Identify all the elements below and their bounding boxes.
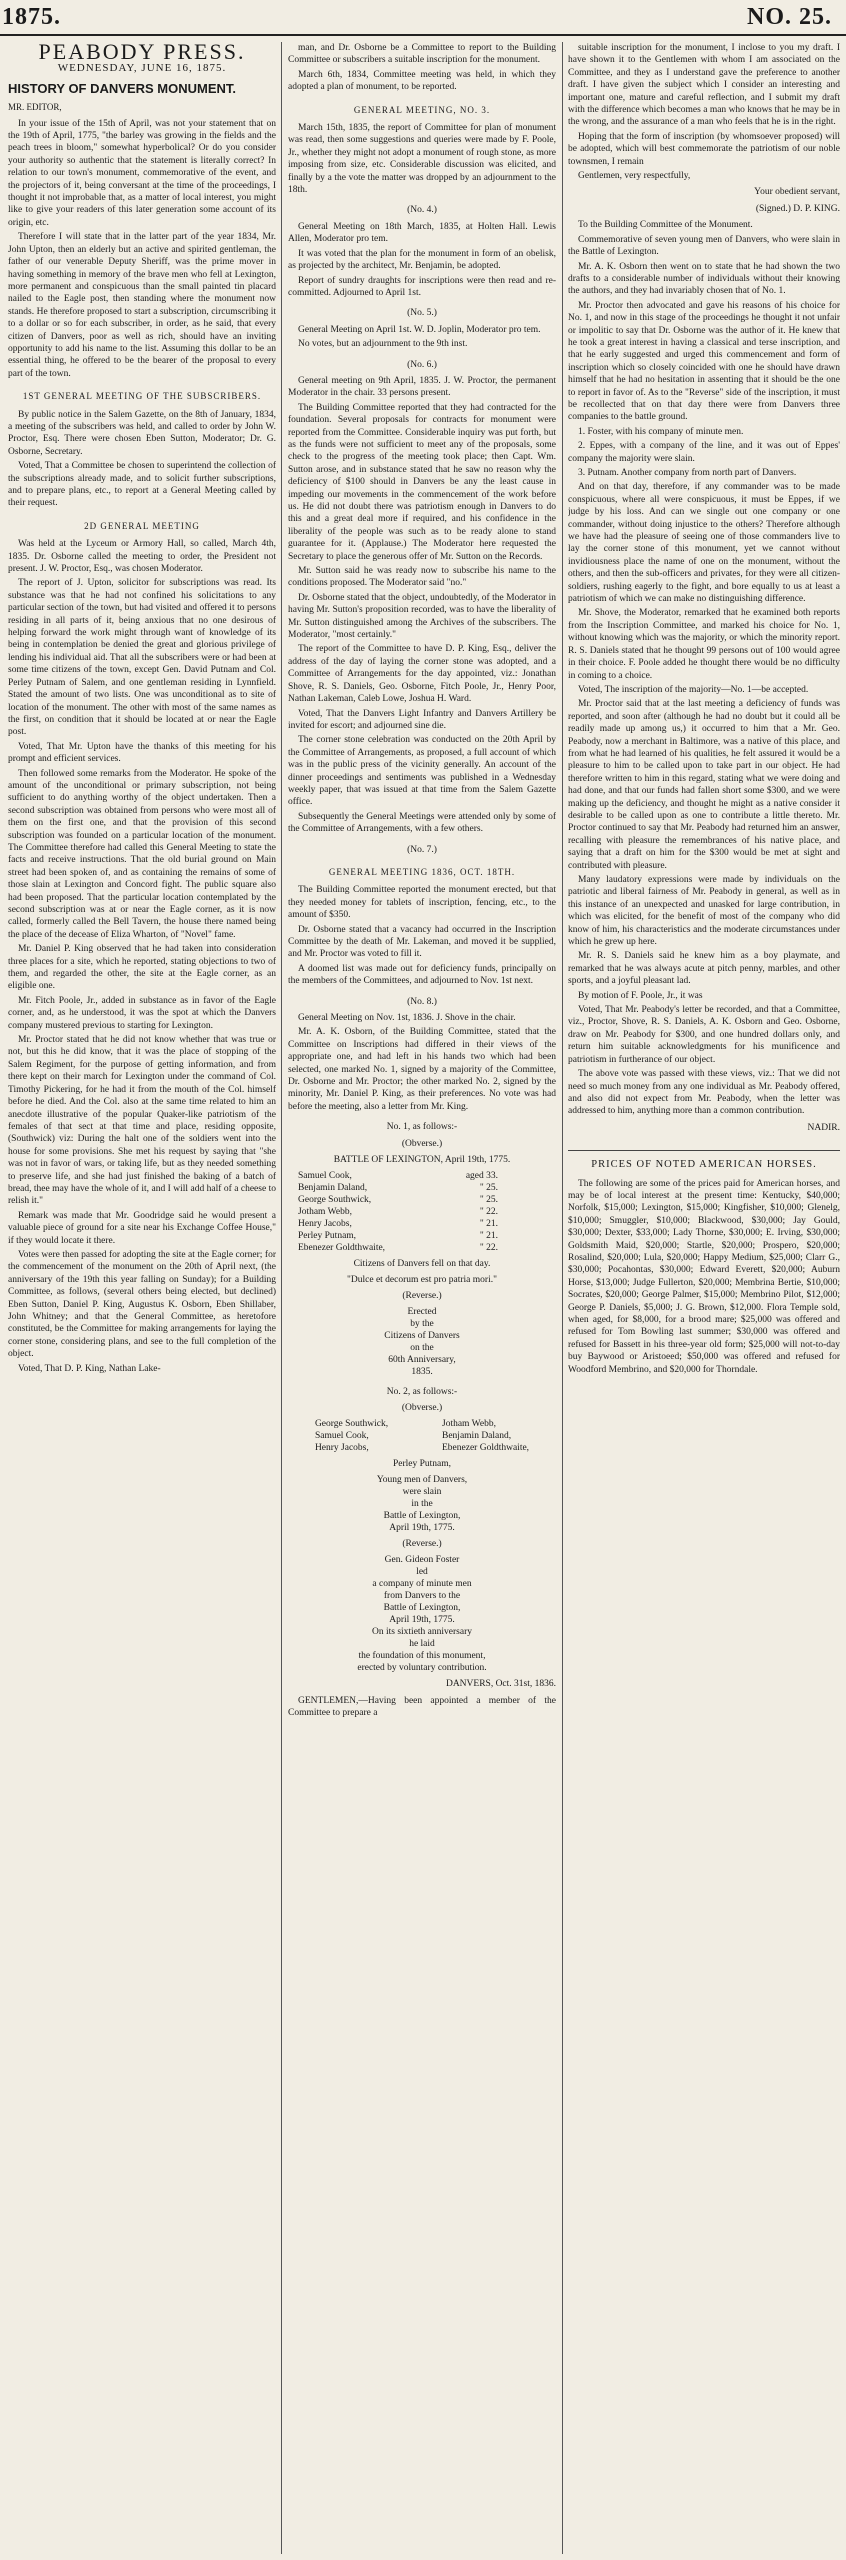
paragraph: Mr. Sutton said he was ready now to subscribe his name to the conditions proposed. The Moderator said "no.": [288, 566, 556, 589]
roll-age: " 21.: [479, 1218, 498, 1229]
paragraph: Mr. R. S. Daniels said he knew him as a boy playmate, and remarked that he was always acute at pitch penny, marbles, and other sports, and a joyful pleasant lad.: [568, 951, 840, 987]
paragraph: Mr. Proctor then advocated and gave his reasons of his choice for No. 1, and now in this stage of the proceedings he thought it not unfair or impolitic to say that Dr. Osborne was the author of it. He knew that he took a great interest in having a classical and terse inscription, and that he early suggested and urged this commencement and form of inscription which so closely coincided with one he should have drawn himself that he had no hesitation in assenting that it should be the one to report in favor of. As to the "Reverse" side of the inscription, it must be recollected that on that day there were from Danvers three companies to the battle ground.: [568, 300, 840, 423]
paragraph: Dr. Osborne stated that the object, undoubtedly, of the Moderator in having Mr. Sutton's proposition recorded, was to have the liberality of Mr. Sutton distinguished among the Archives of the subscribers. The Moderator, "most certainly.": [288, 592, 556, 641]
section-number: (No. 8.): [407, 996, 437, 1007]
paragraph: Dr. Osborne stated that a vacancy had occurred in the Inscription Committee by the death of Mr. Lakeman, and moved it be supplied, and Mr. Proctor was voted to fill it.: [288, 924, 556, 960]
paragraph: Voted, That Mr. Upton have the thanks of this meeting for his prompt and efficient services.: [8, 741, 276, 765]
paragraph: Then followed some remarks from the Moderator. He spoke of the amount of the unconditional or primary subscription, not being sufficient to do anything worthy of the object undertaken. Then a second subscription was obtained from persons who were most all of them on the first one, and that the provision of this second subscription was founded on a particular location of the monument. The Committee therefore had called this General Meeting to state the facts and receive instructions. That the old burial ground on Main street had been spoken of, and as containing the remains of some of those slain at Lexington and Concord fight. The public square also had been proposed. That the particular location contemplated by the second subscription was at or near the Eagle corner, as it is now called, formerly called the Bell Tavern, the house there named being the place of the decease of Eliza Wharton, of "Novel" fame.: [8, 768, 276, 940]
paragraph: 2. Eppes, with a company of the line, and it was out of Eppes' company the majority were slain.: [568, 441, 840, 464]
roll-name: Jotham Webb,: [298, 1206, 352, 1217]
inscription-line: in the: [411, 1499, 433, 1510]
letter-closing: Your obedient servant,: [754, 187, 840, 198]
roll-age: " 22.: [479, 1242, 498, 1253]
roll-entry: [298, 1230, 498, 1242]
roll-age: " 25.: [479, 1194, 498, 1205]
inscription-side: (Obverse.): [401, 1138, 443, 1149]
inscription-side: (Reverse.): [402, 1290, 442, 1301]
paragraph: The above vote was passed with these views, viz.: That we did not need so much money from any one individual as Mr. Peabody offered, and also did not expect from Mr. Peabody, when the letter was addressed to him, anything more than a common contribution.: [568, 1069, 840, 1117]
paragraph: Mr. Daniel P. King observed that he had taken into consideration three places for a site, which he reported, stating objections to two of them, and regarded the other, the site at the Eagle corner, as an eligible one.: [8, 944, 276, 992]
paragraph: It was voted that the plan for the monument in form of an obelisk, as projected by the architect, Mr. Benjamin, be adopted.: [288, 248, 556, 272]
article-body: [568, 219, 840, 1117]
roll-entry: [298, 1218, 498, 1230]
inscription-line: April 19th, 1775.: [389, 1523, 455, 1534]
inscription-citizens: Citizens of Danvers fell on that day.: [353, 1258, 491, 1269]
article-body: [8, 409, 276, 510]
inscription-line: April 19th, 1775.: [389, 1615, 455, 1626]
inscription-roll: [298, 1170, 556, 1254]
paragraph: To the Building Committee of the Monument.: [578, 220, 753, 231]
section-heading: 1ST GENERAL MEETING OF THE SUBSCRIBERS.: [22, 391, 262, 402]
paragraph: The report of the Committee to have D. P. King, Esq., deliver the address of the day of laying the corner stone was adopted, and a Committee of Arrangements for the day appointed, viz.: Jonathan Shove, R. S. Daniels, Geo. Osborne, Fitch Poole, Jr., Henry Poor, Nathan Lakeman, Caleb Lowe, Joshua H. Ward.: [288, 644, 556, 705]
inscription-name-center: Perley Putnam,: [392, 1459, 452, 1470]
inscription-line: Jotham Webb,: [442, 1419, 496, 1430]
article-body: [568, 42, 840, 182]
inscription-line: Erected: [407, 1306, 437, 1317]
inscription-names: [288, 1418, 556, 1454]
roll-name: Henry Jacobs,: [298, 1218, 352, 1229]
inscription-line: 1835.: [411, 1366, 433, 1377]
paragraph: Votes were then passed for adopting the site at the Eagle corner; for the commencement of the monument on the 20th of April next, (the anniversary of the 19th this year falling on Sunday); for a Building Committee, as follows, (several others being elected, but declined) Eben Sutton, Daniel P. King, Augustus K. Osborn, Eben Shillaber, John Whitney; and that the General Committee, as heretofore constituted, be the Committee for making arrangements for laying the corner stone, considering plans, and see to the full completion of the object.: [8, 1249, 276, 1360]
roll-name: Ebenezer Goldthwaite,: [298, 1242, 386, 1253]
inscription-battle: BATTLE OF LEXINGTON, April 19th, 1775.: [333, 1154, 511, 1165]
inscription-line: Gen. Gideon Foster: [384, 1555, 460, 1566]
roll-name: Perley Putnam,: [298, 1230, 357, 1241]
paragraph: 3. Putnam. Another company from north part of Danvers.: [578, 468, 797, 478]
names-left: [315, 1418, 388, 1454]
roll-name: Samuel Cook,: [298, 1170, 352, 1181]
paragraph: Report of sundry draughts for inscriptions were then read and re-committed. Adjourned to April 1st.: [288, 275, 556, 298]
column-2: [288, 42, 556, 2554]
inscription-motto: "Dulce et decorum est pro patria mori.": [347, 1274, 497, 1285]
paragraph: Gentlemen, very respectfully,: [578, 171, 691, 182]
paragraph: Mr. A. K. Osborn then went on to state that he had shown the two drafts to a considerable number of individuals without their knowing the authors, and they had invariably chosen that of No. 1.: [568, 261, 840, 297]
roll-age: " 22.: [479, 1206, 498, 1217]
paragraph: A doomed list was made out for deficiency funds, principally on the members of the Committees, and adjourned to Nov. 1st next.: [288, 963, 556, 987]
roll-entry: [298, 1182, 498, 1194]
paragraph: The corner stone celebration was conducted on the 20th April by the Committee of Arrangements, as proposed, a full account of which was in the public press of the vicinity generally. An account of the dinner proceedings and sentiments was published in a Wednesday weekly paper, that was issued at that time from the Salem Gazette office.: [288, 735, 556, 808]
article-body: [8, 118, 276, 381]
inscription-line: Young men of Danvers,: [376, 1475, 468, 1486]
column-1: [8, 42, 276, 2554]
letter-signature: (Signed.) D. P. KING.: [755, 203, 840, 214]
inscription-reverse: [288, 1554, 556, 1674]
paragraph: In your issue of the 15th of April, was not your statement that on the 19th of April, 1775, "the barley was growing in the fields and the peach trees in bloom," somewhat hyperbolical? Or do you consider your authority so authentic that the statement is literally correct? In relation to our town's monument, commemorative of the event, and the projectors of it, being conversant at the time of the proceedings, I thought it not improbable that, as a matter of local interest, you might like to give your readers of this later generation some account of its origin, etc.: [8, 118, 276, 228]
article-body: [288, 122, 556, 196]
paragraph: General meeting on 9th April, 1835. J. W. Proctor, the permanent Moderator in the chair. 33 persons present.: [288, 375, 556, 399]
letter-opening: GENTLEMEN,—Having been appointed a member of the Committee to prepare a: [288, 1695, 556, 1718]
paragraph: Was held at the Lyceum or Armory Hall, so called, March 4th, 1835. Dr. Osborne called the meeting to order, the President not present. J. W. Proctor, Esq., was chosen Moderator.: [8, 539, 276, 575]
paragraph: Mr. Proctor said that at the last meeting a deficiency of funds was reported, and soon after (although he had no doubt but it could all be readily made up among us,) it occurred to him that a Mr. Geo. Peabody, now a merchant in Baltimore, was a native of this place, and from what he had learned of his qualities, he felt assured it would be a pleasure to him to be called upon to take part in our object. He had therefore written to him in this regard, stating what we were doing and had done, and that our funds had fallen short some $300, and we were making up the deficiency, and thought he might as a native consider it desirable to be called upon as one to contribute a little thereto. Mr. Proctor continued to say that Mr. Peabody had returned him an answer, recalling with pleasure the remembrances of his native place, and saying that a draft on him for the $300 would be met at sight and contributed with pleasure.: [568, 699, 840, 871]
inscription-line: led: [416, 1567, 428, 1578]
paragraph: Many laudatory expressions were made by individuals on the patriotic and liberal fairness of Mr. Peabody in general, as well as in this instance of an unexpected and unasked for large contribution, in which was elicited, for the benefit of most of the company who did know of him, his characteristics and the moderate circumstances under which he grew up here.: [568, 875, 840, 948]
paper-dateline: WEDNESDAY, JUNE 16, 1875.: [57, 62, 227, 75]
masthead: [0, 0, 846, 36]
paragraph: 1. Foster, with his company of minute men.: [578, 426, 744, 437]
paragraph: Remark was made that Mr. Goodridge said he would present a valuable piece of ground for a site near his Exchange Coffee House," if they would locate it there.: [8, 1210, 276, 1246]
paragraph: General Meeting on Nov. 1st, 1836. J. Shove in the chair.: [298, 1013, 516, 1024]
roll-age: " 25.: [479, 1182, 498, 1193]
roll-entry: [298, 1242, 498, 1254]
paragraph: man, and Dr. Osborne be a Committee to report to the Building Committee or subscribers a suitable inscription for the monument.: [288, 43, 556, 66]
names-right: [442, 1418, 529, 1454]
salutation: MR. EDITOR,: [8, 102, 62, 113]
roll-entry: [298, 1206, 498, 1218]
section-number: (No. 4.): [407, 205, 437, 216]
paragraph: March 15th, 1835, the report of Committee for plan of monument was read, then some suggestions and queries were made by F. Poole, Jr., whether they might not adopt a monument of rough stone, as more imposing from size, etc. Considerable discussion was elicited, and finally by a the vote the matter was dropped by an adjournment to the 18th.: [288, 123, 556, 196]
inscription-line: Ebenezer Goldthwaite,: [442, 1443, 530, 1454]
paragraph: Hoping that the form of inscription (by whomsoever proposed) will be adopted, which will best commemorate the patriotism of our noble townsmen, I remain: [568, 131, 840, 167]
article-body: [288, 1012, 556, 1113]
inscription-label: No. 2, as follows:-: [386, 1386, 458, 1397]
paragraph: General Meeting on 18th March, 1835, at Holten Hall. Lewis Allen, Moderator pro tem.: [288, 221, 556, 245]
inscription-line: Battle of Lexington,: [383, 1603, 461, 1614]
paragraph: March 6th, 1834, Committee meeting was held, in which they adopted a plan of monument, to be reported.: [288, 69, 556, 93]
prices-body: The following are some of the prices paid for American horses, and may be of local interest at the present time: Kentucky, $40,000; Norfolk, $15,000; Lexington, $15,000; Kingfisher, $10,000; Glenelg, $10,000; Smuggler, $10,000; Blackwood, $30,000; Jay Gould, $30,000; Dexter, $33,000; Lady Thorne, $30,000; E. Irving, $30,000; Goldsmith Maid, $20,000; Startle, $20,000; Prospero, $20,000; Rosalind, $20,000; Lula, $20,000; Happy Medium, $25,000; Clarr G., $30,000; Pocahontas, $30,000; Edward Everett, $20,000; Auburn Horse, $13,000; Judge Fullerton, $20,000; Membrina Bertie, $10,000; Socrates, $20,000; George Palmer, $15,000; Membrino Pilot, $12,000; George P. Daniels, $5,000; J. G. Brown, $12,000. Flora Temple sold, when aged, for $8,000, for a brood mare; $25,000 was offered and refused for Tom Bowling last summer; $30,000 was offered and refused for Bassett in his three-year old form; $25,000 will not-to-day buy Baywood or Aristoeed; $50,000 was offered and refused for Woodford Membrino, and $20,000 for Thorndale.: [568, 1178, 840, 1375]
article-body: [288, 324, 556, 351]
paragraph: Mr. A. K. Osborn, of the Building Committee, stated that the Committee on Inscriptions had differed in their views of the appropriate one, and had left in his hands two which had been selected, one marked No. 1, signed by a majority of the Committee, Dr. Osborne and Mr. Proctor; the other marked No. 2, signed by the minority, Mr. Daniel P. King, as their preferences. No vote was had before the meeting, also a letter from Mr. King.: [288, 1027, 556, 1112]
inscription-line: Samuel Cook,: [314, 1431, 369, 1442]
inscription-line: on the: [410, 1342, 434, 1353]
paragraph: General Meeting on April 1st. W. D. Joplin, Moderator pro tem.: [298, 324, 541, 335]
paragraph: The Building Committee reported the monument erected, but that they needed money for tablets of inscription, fencing, etc., to the amount of $350.: [288, 885, 556, 921]
column-3: [568, 42, 840, 2554]
section-heading: GENERAL MEETING 1836, OCT. 18TH.: [328, 866, 516, 877]
section-number: (No. 6.): [407, 359, 437, 370]
section-number: (No. 5.): [407, 308, 437, 319]
inscription-label: No. 1, as follows:-: [386, 1122, 458, 1133]
inscription-line: On its sixtieth anniversary: [372, 1627, 472, 1638]
article-body: [288, 884, 556, 987]
section-number: (No. 7.): [407, 844, 437, 855]
inscription-line: erected by voluntary contribution.: [357, 1663, 487, 1674]
year-label: 1875.: [2, 4, 61, 30]
paragraph: Mr. Proctor stated that he did not know whether that was true or not, but this he did know, that it was the place of stopping of the Salem Regiment, for the purpose of getting information, and from there kept on their march for Lexington under the command of Col. Timothy Pickering, for he had it from the mouth of the Col. himself before he died. And the Col. also at the same time related to him an anecdote illustrative of the popular Quaker-like patriotism of the females of that sect at that time and place, residing opposite, (Southwick) viz: During the halt one of the soldiers went into the house for some provisions. She met his request by saying that "she was not in favor of wars, or taking life, but as they needed something to preserve life, and she had just finished the baking of a batch of bread, thee may have the whole of it, and I will add half of a cheese to relish it.": [8, 1035, 276, 1207]
inscription-line: Benjamin Daland,: [442, 1431, 512, 1442]
paragraph: Voted, That the Danvers Light Infantry and Danvers Artillery be invited for escort; and adjourned sine die.: [288, 708, 556, 731]
inscription-lines: [288, 1474, 556, 1534]
paragraph: Voted, That a Committee be chosen to superintend the collection of the subscriptions already made, and to solicit further subscriptions, and to prepare plans, etc., to report at a General Meeting called by their request.: [8, 461, 276, 509]
inscription-line: by the: [410, 1318, 434, 1329]
inscription-line: from Danvers to the: [383, 1591, 461, 1602]
inscription-line: he laid: [409, 1639, 435, 1650]
prices-headline: PRICES OF NOTED AMERICAN HORSES.: [568, 1150, 840, 1171]
section-heading: 2D GENERAL MEETING: [84, 520, 200, 531]
section-heading: GENERAL MEETING, NO. 3.: [353, 104, 491, 115]
inscription-side: (Reverse.): [402, 1539, 442, 1550]
paper-title: PEABODY PRESS.: [38, 42, 246, 64]
paragraph: Therefore I will state that in the latter part of the year 1834, Mr. John Upton, then an elderly but an active and spirited gentleman, the father of our venerable Deputy Sheriff, was the prime mover in having something in memory of the brave men who fell at Lexington, more permanent and conspicuous than the small painted tin placard nailed to the Eagle post, then standing where the monument now stands. He therefore proposed to start a subscription, circumscribing it to a dollar or so for each subscriber, in order, as he said, that every citizen of Danvers, poor as well as rich, should have an inviting opportunity to add his name to the list. Assuming this dollar to be an essential thing, he offered to be the bearer of the proposal to every part of the town.: [8, 232, 276, 379]
roll-entry: [298, 1170, 498, 1182]
inscription-line: the foundation of this monument,: [358, 1651, 486, 1662]
inscription-side: (Obverse.): [401, 1403, 443, 1414]
roll-name: Benjamin Daland,: [298, 1182, 368, 1193]
inscription-line: George Southwick,: [314, 1419, 389, 1430]
letter-dateline: DANVERS, Oct. 31st, 1836.: [445, 1679, 556, 1690]
paragraph: suitable inscription for the monument, I inclose to you my draft. I have shown it to the Gentlemen with whom I am associated on the Committee, and they as I understand gave the preference to another draft. I have given the subject which I consider an interesting and important one, mature and careful reflection, and I submit my draft with the difference which becomes a man who knows that he may be in the wrong, and the assurance of a man who feels that he is in the right.: [568, 43, 840, 128]
roll-entry: [298, 1194, 498, 1206]
article-headline: HISTORY OF DANVERS MONUMENT.: [8, 80, 237, 96]
article-body: [8, 538, 276, 1375]
issue-number: NO. 25.: [747, 4, 832, 30]
paragraph: Voted, That D. P. King, Nathan Lake-: [18, 1363, 161, 1374]
author-signoff: NADIR.: [807, 1122, 840, 1133]
paragraph: By public notice in the Salem Gazette, on the 8th of January, 1834, a meeting of the subscribers was held, and called to order by John W. Proctor, Esq. There were chosen Eben Sutton, Moderator; Dr. G. Osborne, Secretary.: [8, 409, 276, 457]
paragraph: Voted, The inscription of the majority—No. 1—be accepted.: [578, 684, 809, 695]
paragraph: Mr. Fitch Poole, Jr., added in substance as in favor of the Eagle corner, and, as he understood, it was the spot at which the Danvers company mustered previous to starting for Lexington.: [8, 995, 276, 1031]
article-body: [288, 375, 556, 836]
column-divider: [562, 42, 563, 2554]
inscription-line: Battle of Lexington,: [383, 1511, 461, 1522]
paragraph: And on that day, therefore, if any commander was to be made conspicuous, where all were conspicuous, it must be Eppes, if we judge by his loss. And can we single out one company or one commander, without doing injustice to the others? Therefore although we have had the pleasure of seeing one of those commanders live to lay the corner stone of this monument, yet we cannot without invidiousness place the name of one on the monument, without the others, and then the sub-officers and privates, for they were all citizen-soldiers, rushing eagerly to the fight, and bore equally to us at least a patriotism of which we can make no distinguishing difference.: [568, 482, 840, 605]
inscription-line: Citizens of Danvers: [384, 1330, 460, 1341]
column-divider: [281, 42, 282, 2554]
inscription-line: 60th Anniversary,: [388, 1354, 456, 1365]
paragraph: No votes, but an adjournment to the 9th inst.: [298, 339, 468, 350]
paragraph: Commemorative of seven young men of Danvers, who were slain in the Battle of Lexington.: [568, 234, 840, 258]
roll-age: aged 33.: [465, 1170, 498, 1181]
paragraph: Voted, That Mr. Peabody's letter be recorded, and that a Committee, viz., Proctor, Shove, R. S. Daniels, A. K. Osborn and Geo. Osborne, draw on Mr. Peabody for $300, and one hundred dollars only, and return him suitable acknowledgments for his munificence and patriotism in furtherance of our object.: [568, 1005, 840, 1065]
paragraph: Subsequently the General Meetings were attended only by some of the Committee of Arrangements, with a few others.: [288, 811, 556, 835]
paragraph: The Building Committee reported that they had contracted for the foundation. Several proposals for contracts for monument were reported from the Committee. Considerable inquiry was put forth, but as the funds were not sufficient to meet any of the proposals, some check to the progress of the meeting took place; then Capt. Wm. Sutton arose, and in substance stated that he saw no reason why the deficiency of $100 should in Danvers be any the least cause in impeding our movements in the commencement of the work before us. He did not doubt there was patriotism enough in Danvers to do this and a great deal more if required, and his confidence in the liberality of the people was such as to be ready alone to stand guarantee for it. (Applause.) The Moderator here requested the Secretary to place the generous offer of Mr. Sutton on the Records.: [288, 402, 556, 562]
roll-age: " 21.: [479, 1230, 498, 1241]
inscription-line: a company of minute men: [372, 1579, 472, 1590]
inscription-line: were slain: [402, 1487, 442, 1498]
roll-name: George Southwick,: [298, 1194, 372, 1205]
article-body: [288, 42, 556, 94]
paragraph: The report of J. Upton, solicitor for subscriptions was read. Its substance was that he had not confined his solicitations to any particular section of the town, but had visited and offered it to persons residing in all parts of it, being anxious that no one desirous of helping forward the work might through want of knowledge of its being in contemplation be denied the great and glorious privilege of lending his individual aid. That all the subscribers were or had been at some time citizens of the town, except Gen. David Putnam and Col. Perley Putnam of Salem, and one gentleman residing in Lynnfield. Stated the amount of two lists. One was unconditional as to site of location of the monument. The other with most of the same names as the first, on condition that it should be located at or near the Eagle post.: [8, 578, 276, 738]
inscription-line: Henry Jacobs,: [314, 1443, 369, 1454]
paragraph: Mr. Shove, the Moderator, remarked that he examined both reports from the Inscription Committee, and marked his choice for No. 1, without knowing which was the majority, or which the minority report. R. S. Daniels stated that he thought 99 persons out of 100 would agree in their choice. F. Poole added he thought there would be no difficulty in coming to a choice.: [568, 608, 840, 681]
article-body: [288, 221, 556, 299]
paragraph: By motion of F. Poole, Jr., it was: [578, 990, 703, 1001]
inscription-reverse: [288, 1306, 556, 1378]
